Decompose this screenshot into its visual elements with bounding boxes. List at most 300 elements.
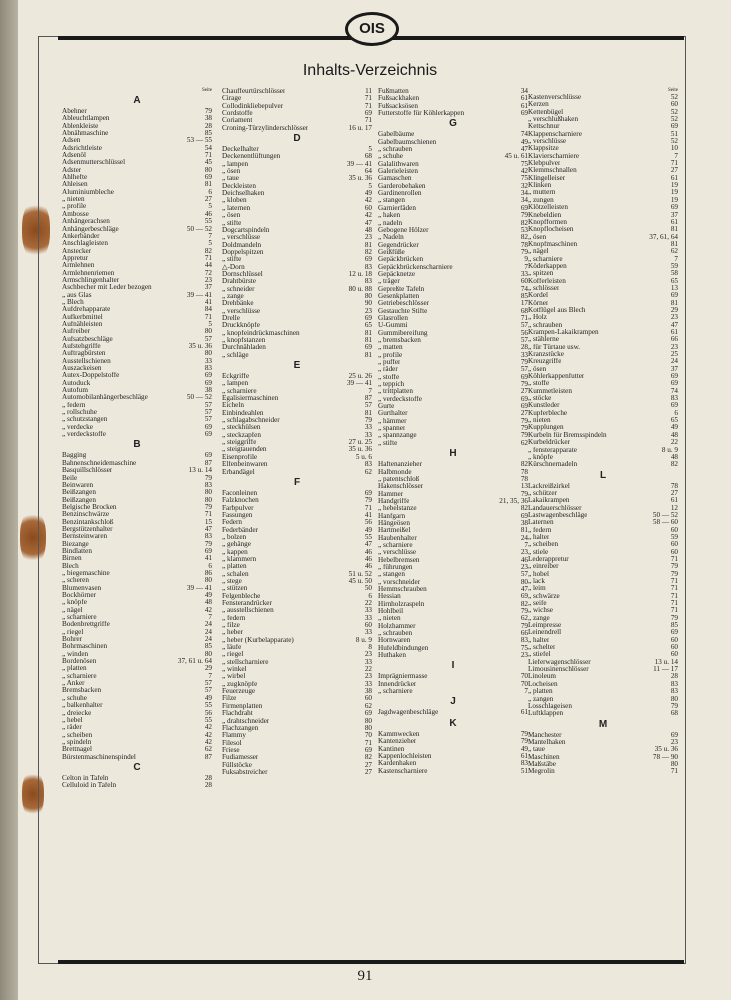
section-letter: C bbox=[133, 761, 141, 773]
entry-name: Beile bbox=[62, 474, 78, 482]
index-entry bbox=[222, 256, 372, 263]
index-entry bbox=[222, 644, 372, 651]
index-entry bbox=[62, 482, 212, 489]
entry-page: 33 bbox=[364, 431, 372, 439]
entry-page: 80 bbox=[204, 489, 212, 497]
entry-name: Linoleum bbox=[528, 673, 556, 681]
entry-name: Klingelleiser bbox=[528, 174, 566, 182]
index-entry bbox=[378, 271, 528, 278]
index-entry bbox=[378, 212, 528, 219]
index-entry bbox=[378, 197, 528, 204]
index-entry bbox=[378, 681, 528, 688]
entry-page: 41 bbox=[364, 511, 372, 519]
entry-name: Kastenverschlüsse bbox=[528, 94, 582, 101]
entry-page: 45 u. 61 bbox=[504, 153, 528, 161]
index-entry bbox=[62, 526, 212, 533]
index-entry bbox=[528, 432, 678, 439]
entry-name: „ hobel bbox=[528, 570, 549, 578]
entry-page: 7 bbox=[524, 541, 528, 549]
index-entry bbox=[528, 761, 678, 768]
entry-name: Laternen bbox=[528, 519, 554, 527]
entry-page: 39 — 41 bbox=[346, 160, 372, 168]
entry-page: 83 bbox=[204, 365, 212, 373]
index-entry bbox=[222, 337, 372, 344]
entry-name: „ seife bbox=[528, 600, 547, 608]
entry-page: 19 bbox=[670, 182, 678, 190]
entry-page: 57 bbox=[204, 401, 212, 409]
entry-page: 60 bbox=[364, 695, 372, 703]
entry-name: Ablenkleiste bbox=[62, 122, 99, 130]
entry-page: 53 — 55 bbox=[186, 137, 212, 145]
index-entry bbox=[62, 658, 212, 665]
entry-page: 82 bbox=[520, 505, 528, 513]
entry-name: „ nägel bbox=[528, 248, 549, 256]
entry-name: „ nägel bbox=[62, 606, 83, 614]
entry-name: Klötzelleisten bbox=[528, 204, 568, 212]
entry-name: „ taue bbox=[528, 746, 545, 754]
index-entry bbox=[62, 504, 212, 511]
index-entry bbox=[222, 461, 372, 468]
entry-page: 69 bbox=[670, 731, 678, 739]
entry-page: 79 bbox=[204, 474, 212, 482]
index-entry bbox=[528, 710, 678, 717]
entry-name: Blumenvasen bbox=[62, 584, 102, 592]
index-entry bbox=[528, 600, 678, 607]
entry-page: 23 bbox=[204, 276, 212, 284]
entry-name: Kürschnernadeln bbox=[528, 461, 578, 469]
index-entry bbox=[222, 703, 372, 710]
section-letter: K bbox=[449, 717, 457, 729]
entry-name: Aufkerbmittel bbox=[62, 313, 103, 321]
index-entry bbox=[528, 549, 678, 556]
index-entry bbox=[62, 240, 212, 247]
entry-page: 5 u. 6 bbox=[355, 453, 372, 461]
entry-page: 69 bbox=[364, 314, 372, 322]
entry-page: 71 bbox=[670, 578, 678, 585]
index-entry bbox=[222, 175, 372, 182]
index-entry bbox=[62, 233, 212, 240]
entry-page: 68 bbox=[364, 153, 372, 161]
entry-page: 83 bbox=[204, 533, 212, 541]
index-entry bbox=[222, 395, 372, 402]
entry-page: 71 bbox=[670, 585, 678, 593]
index-entry bbox=[378, 366, 528, 373]
entry-page: 46 bbox=[204, 210, 212, 218]
entry-name: Feuerzeuge bbox=[222, 688, 256, 696]
index-entry bbox=[62, 680, 212, 687]
entry-page: 47 bbox=[520, 586, 528, 593]
index-entry bbox=[378, 308, 528, 315]
index-entry bbox=[528, 739, 678, 746]
entry-name: „ hämmer bbox=[378, 417, 407, 425]
entry-page: 83 bbox=[364, 278, 372, 286]
entry-page: 13 u. 14 bbox=[188, 467, 212, 475]
index-entry bbox=[62, 416, 212, 423]
entry-page: 69 bbox=[670, 629, 678, 637]
entry-page: 57 bbox=[204, 416, 212, 424]
index-entry bbox=[528, 768, 678, 775]
entry-name: „ Blech bbox=[62, 298, 84, 306]
entry-name: Galalithwaren bbox=[378, 160, 419, 168]
entry-page: 8 u. 9 bbox=[355, 636, 372, 644]
index-entry bbox=[62, 306, 212, 313]
entry-page: 69 bbox=[520, 373, 528, 381]
index-entry bbox=[62, 394, 212, 401]
entry-name: Knopfformen bbox=[528, 218, 567, 226]
index-entry bbox=[528, 336, 678, 343]
index-entry bbox=[62, 203, 212, 210]
entry-page: 79 bbox=[670, 702, 678, 710]
entry-page: 79 bbox=[520, 425, 528, 433]
entry-page: 79 bbox=[204, 503, 212, 511]
entry-name: Fußsackhaken bbox=[378, 95, 420, 103]
entry-page: 33 bbox=[364, 680, 372, 688]
entry-name: „ riegel bbox=[62, 628, 84, 636]
index-entry bbox=[528, 94, 678, 101]
entry-page: 79 bbox=[364, 497, 372, 505]
entry-page: 41 bbox=[204, 555, 212, 563]
index-entry bbox=[528, 219, 678, 226]
entry-page: 81 bbox=[670, 299, 678, 307]
entry-name: Cordstoffe bbox=[222, 110, 253, 118]
entry-name: Hakenschlösser bbox=[378, 483, 424, 491]
index-entry bbox=[62, 277, 212, 284]
entry-page: 25 u. 26 bbox=[348, 373, 372, 381]
section-letter: M bbox=[598, 718, 608, 730]
entry-name: Einbindeahlen bbox=[222, 409, 264, 417]
entry-page: 80 bbox=[364, 717, 372, 725]
index-entry bbox=[528, 366, 678, 373]
entry-page: 35 u. 36 bbox=[348, 175, 372, 183]
entry-page: 57 bbox=[204, 687, 212, 695]
index-entry bbox=[222, 373, 372, 380]
index-entry bbox=[62, 211, 212, 218]
entry-name: Haftenanzieher bbox=[378, 461, 422, 469]
entry-name: „ stellscharniere bbox=[222, 658, 269, 666]
index-entry bbox=[222, 388, 372, 395]
index-entry bbox=[528, 153, 678, 160]
index-entry bbox=[222, 607, 372, 614]
entry-name: „ teppich bbox=[378, 381, 405, 389]
entry-name: Abehner bbox=[62, 108, 87, 115]
index-entry bbox=[62, 115, 212, 122]
section-letter: A bbox=[133, 95, 141, 106]
entry-page: 23 bbox=[670, 738, 678, 746]
entry-page: 69 bbox=[204, 547, 212, 555]
entry-name: Eckgriffe bbox=[222, 373, 250, 381]
index-entry bbox=[378, 242, 528, 249]
entry-name: Aufreiber bbox=[62, 328, 90, 336]
index-entry bbox=[528, 145, 678, 152]
index-entry bbox=[528, 424, 678, 431]
index-entry bbox=[62, 717, 212, 724]
entry-page: 32 bbox=[520, 182, 528, 190]
index-entry bbox=[62, 145, 212, 152]
entry-name: Kurbeldrücker bbox=[528, 439, 570, 447]
entry-name: Gestauchte Stifte bbox=[378, 307, 428, 315]
entry-name: Aufsatzbeschläge bbox=[62, 335, 113, 343]
entry-name: „ zange bbox=[222, 292, 244, 300]
entry-name: Knopflocheisen bbox=[528, 226, 574, 234]
entry-page: 71 bbox=[364, 739, 372, 747]
entry-page: 49 bbox=[204, 592, 212, 599]
entry-page: 61 bbox=[520, 709, 528, 717]
index-entry bbox=[62, 262, 212, 269]
entry-page: 57 bbox=[364, 402, 372, 410]
entry-page: 49 bbox=[364, 526, 372, 534]
entry-page: 80 bbox=[204, 166, 212, 174]
entry-page: 69 bbox=[204, 452, 212, 460]
entry-name: „ stoffe bbox=[528, 380, 550, 388]
entry-page: 69 bbox=[204, 379, 212, 387]
entry-name: Klappenscharniere bbox=[528, 130, 582, 138]
index-entry bbox=[528, 263, 678, 270]
entry-page: 49 bbox=[204, 694, 212, 702]
entry-name: „ stöcke bbox=[528, 395, 552, 403]
entry-page: 60 bbox=[670, 548, 678, 556]
entry-name: „ stangen bbox=[378, 197, 405, 205]
index-entry bbox=[378, 731, 528, 738]
entry-page: 80 bbox=[204, 328, 212, 336]
entry-name: Deichselhaken bbox=[222, 190, 265, 198]
index-entry bbox=[378, 520, 528, 527]
index-entry bbox=[222, 300, 372, 307]
entry-page: 82 bbox=[364, 754, 372, 762]
entry-page: 79 bbox=[520, 359, 528, 367]
index-entry bbox=[62, 599, 212, 606]
entry-page: 48 bbox=[204, 599, 212, 607]
entry-page: 42 bbox=[204, 738, 212, 746]
entry-name: „ steigtauenden bbox=[222, 446, 267, 454]
entry-name: Flammy bbox=[222, 732, 246, 740]
entry-page: 39 — 41 bbox=[346, 380, 372, 388]
entry-name: „ einreiber bbox=[528, 563, 559, 571]
entry-name: „ patentschloß bbox=[378, 475, 420, 483]
entry-page: 69 bbox=[670, 402, 678, 410]
entry-page: 64 bbox=[364, 168, 372, 176]
entry-page: 80 bbox=[204, 350, 212, 358]
entry-page: 90 bbox=[364, 300, 372, 308]
index-entry bbox=[378, 278, 528, 285]
entry-page: 57 bbox=[520, 337, 528, 344]
index-entry bbox=[222, 541, 372, 548]
index-column-4 bbox=[528, 88, 678, 776]
entry-name: „ wirbel bbox=[222, 673, 246, 681]
entry-page: 52 bbox=[670, 108, 678, 116]
entry-name: „ federn bbox=[62, 401, 86, 409]
entry-page: 62 bbox=[520, 615, 528, 623]
entry-name: „ taue bbox=[222, 175, 239, 183]
entry-page: 79 bbox=[204, 108, 212, 115]
entry-page: 69 bbox=[364, 746, 372, 754]
entry-name: Knebeldien bbox=[528, 211, 562, 219]
index-entry bbox=[62, 548, 212, 555]
entry-page: 28 bbox=[204, 122, 212, 130]
index-entry bbox=[528, 204, 678, 211]
entry-page: 83 bbox=[520, 637, 528, 645]
entry-page: 71 bbox=[204, 254, 212, 262]
index-entry bbox=[62, 555, 212, 562]
entry-page: 5 bbox=[208, 203, 212, 211]
index-entry bbox=[222, 197, 372, 204]
entry-name: Filze bbox=[222, 695, 237, 703]
entry-name: „ scharniere bbox=[528, 255, 563, 263]
entry-page: 42 bbox=[520, 168, 528, 176]
entry-name: Luftklappen bbox=[528, 710, 564, 718]
entry-name: „ riegel bbox=[222, 651, 244, 659]
entry-name: „ stifte bbox=[222, 219, 242, 227]
entry-name: Aluminiumbleche bbox=[62, 188, 114, 196]
entry-name: Lastwagenbeschläge bbox=[528, 511, 588, 519]
entry-name: Kupplungen bbox=[528, 424, 564, 432]
index-entry bbox=[528, 314, 678, 321]
entry-page: 33 bbox=[364, 614, 372, 622]
index-entry bbox=[222, 454, 372, 461]
entry-page: 56 bbox=[204, 709, 212, 717]
entry-name: Aschbecher mit Leder bezogen bbox=[62, 284, 152, 292]
entry-name: Manchester bbox=[528, 731, 562, 739]
entry-page: 37 bbox=[670, 211, 678, 219]
entry-name: Gardinenrollen bbox=[378, 190, 422, 198]
entry-page: 49 bbox=[520, 745, 528, 753]
entry-name: Glasrollen bbox=[378, 314, 408, 322]
entry-name: „ fensterapparate bbox=[528, 446, 577, 454]
index-entry bbox=[62, 563, 212, 570]
entry-name: Croning-Türzylinderschlösser bbox=[222, 124, 309, 132]
entry-page: 71 bbox=[670, 592, 678, 600]
index-entry bbox=[222, 227, 372, 234]
entry-page: 39 — 41 bbox=[186, 584, 212, 592]
entry-page: 61 bbox=[670, 218, 678, 226]
index-entry bbox=[222, 205, 372, 212]
entry-page: 50 — 52 bbox=[186, 394, 212, 402]
entry-name: Maschinen bbox=[528, 753, 560, 761]
entry-name: Adsenmutterschlüssel bbox=[62, 159, 126, 167]
entry-page: 28 bbox=[204, 782, 212, 790]
entry-name: Fensterandrücker bbox=[222, 600, 272, 607]
index-entry bbox=[378, 527, 528, 534]
entry-page: 45 bbox=[204, 159, 212, 167]
entry-name: Fudiamesser bbox=[222, 754, 259, 762]
index-entry bbox=[528, 292, 678, 299]
entry-name: Ambosse bbox=[62, 210, 89, 218]
index-entry bbox=[222, 153, 372, 160]
entry-page: 57 bbox=[520, 366, 528, 374]
entry-page: 23 bbox=[364, 673, 372, 681]
entry-name: Autoduck bbox=[62, 379, 91, 387]
entry-page: 71 bbox=[204, 511, 212, 519]
entry-page: 22 bbox=[670, 439, 678, 447]
entry-name: Firmenplatten bbox=[222, 702, 263, 710]
entry-page: 69 bbox=[204, 423, 212, 431]
entry-page: 33 bbox=[520, 351, 528, 359]
index-entry bbox=[378, 432, 528, 439]
index-entry bbox=[378, 175, 528, 182]
entry-name: Armlehnen bbox=[62, 262, 95, 270]
entry-name: Megrolin bbox=[528, 768, 555, 776]
entry-page: 71 bbox=[364, 102, 372, 110]
entry-name: „ stiele bbox=[528, 548, 549, 556]
index-entry bbox=[528, 688, 678, 695]
entry-page: 80 bbox=[670, 695, 678, 703]
index-entry bbox=[62, 452, 212, 459]
index-entry bbox=[378, 505, 528, 512]
entry-name: Falzknochen bbox=[222, 497, 259, 505]
index-entry bbox=[378, 234, 528, 241]
entry-page: 33 bbox=[364, 424, 372, 432]
entry-name: Druckknöpfe bbox=[222, 322, 260, 330]
entry-name: Beinwaren bbox=[62, 481, 94, 489]
index-entry bbox=[222, 629, 372, 636]
entry-page: 83 bbox=[520, 760, 528, 768]
entry-name: „ Nadeln bbox=[378, 234, 404, 242]
index-entry bbox=[378, 760, 528, 767]
entry-page: 46 bbox=[520, 556, 528, 564]
index-entry bbox=[222, 615, 372, 622]
entry-name: Deckelhalter bbox=[222, 146, 259, 154]
entry-name: Gepäckbrückenscharniere bbox=[378, 263, 453, 271]
index-entry bbox=[62, 248, 212, 255]
entry-name: „ federn bbox=[528, 526, 552, 534]
index-entry bbox=[378, 579, 528, 586]
entry-name: Deckenentlüftungen bbox=[222, 153, 281, 161]
index-entry bbox=[62, 181, 212, 188]
section-letter: H bbox=[449, 448, 457, 460]
entry-name: Lackreißzirkel bbox=[528, 482, 570, 490]
publisher-logo: OIS bbox=[345, 12, 399, 46]
entry-page: 87 bbox=[204, 753, 212, 761]
index-entry bbox=[222, 593, 372, 600]
entry-name: Bürstenmaschinenspindel bbox=[62, 753, 136, 761]
entry-name: Federbänder bbox=[222, 526, 258, 534]
index-entry bbox=[528, 344, 678, 351]
entry-page: 75 bbox=[520, 160, 528, 168]
book-spine bbox=[0, 0, 18, 1000]
section-letter: D bbox=[293, 133, 301, 145]
index-entry bbox=[528, 358, 678, 365]
index-entry bbox=[528, 659, 678, 666]
entry-name: „ biegemaschine bbox=[62, 569, 110, 577]
index-entry bbox=[62, 284, 212, 291]
entry-page: 80 u. 88 bbox=[348, 285, 372, 293]
entry-name: „ schuhe bbox=[378, 153, 403, 161]
entry-page: 79 bbox=[520, 738, 528, 746]
entry-name: „ schuhe bbox=[62, 694, 87, 702]
entry-name: Bahnenschneidemaschine bbox=[62, 459, 137, 467]
index-entry bbox=[378, 322, 528, 329]
index-entry bbox=[378, 286, 528, 293]
index-entry bbox=[528, 226, 678, 233]
entry-page: 82 bbox=[520, 234, 528, 242]
entry-name: Hebelbremsen bbox=[378, 556, 420, 564]
entry-name: Ahleisen bbox=[62, 181, 88, 189]
index-entry bbox=[528, 410, 678, 417]
index-entry bbox=[62, 255, 212, 262]
entry-page: 66 bbox=[670, 336, 678, 344]
entry-name: Köhlerkappenfutter bbox=[528, 373, 585, 381]
index-entry bbox=[222, 681, 372, 688]
entry-page: 50 bbox=[364, 585, 372, 593]
entry-name: Fußmatten bbox=[378, 88, 409, 95]
index-entry bbox=[378, 168, 528, 175]
entry-name: „ Anker bbox=[62, 680, 85, 688]
entry-name: Kastenscharniere bbox=[378, 767, 428, 775]
index-entry bbox=[222, 432, 372, 439]
entry-page: 34 bbox=[520, 88, 528, 95]
entry-page: 23 bbox=[364, 234, 372, 242]
index-entry bbox=[62, 570, 212, 577]
index-entry bbox=[62, 314, 212, 321]
